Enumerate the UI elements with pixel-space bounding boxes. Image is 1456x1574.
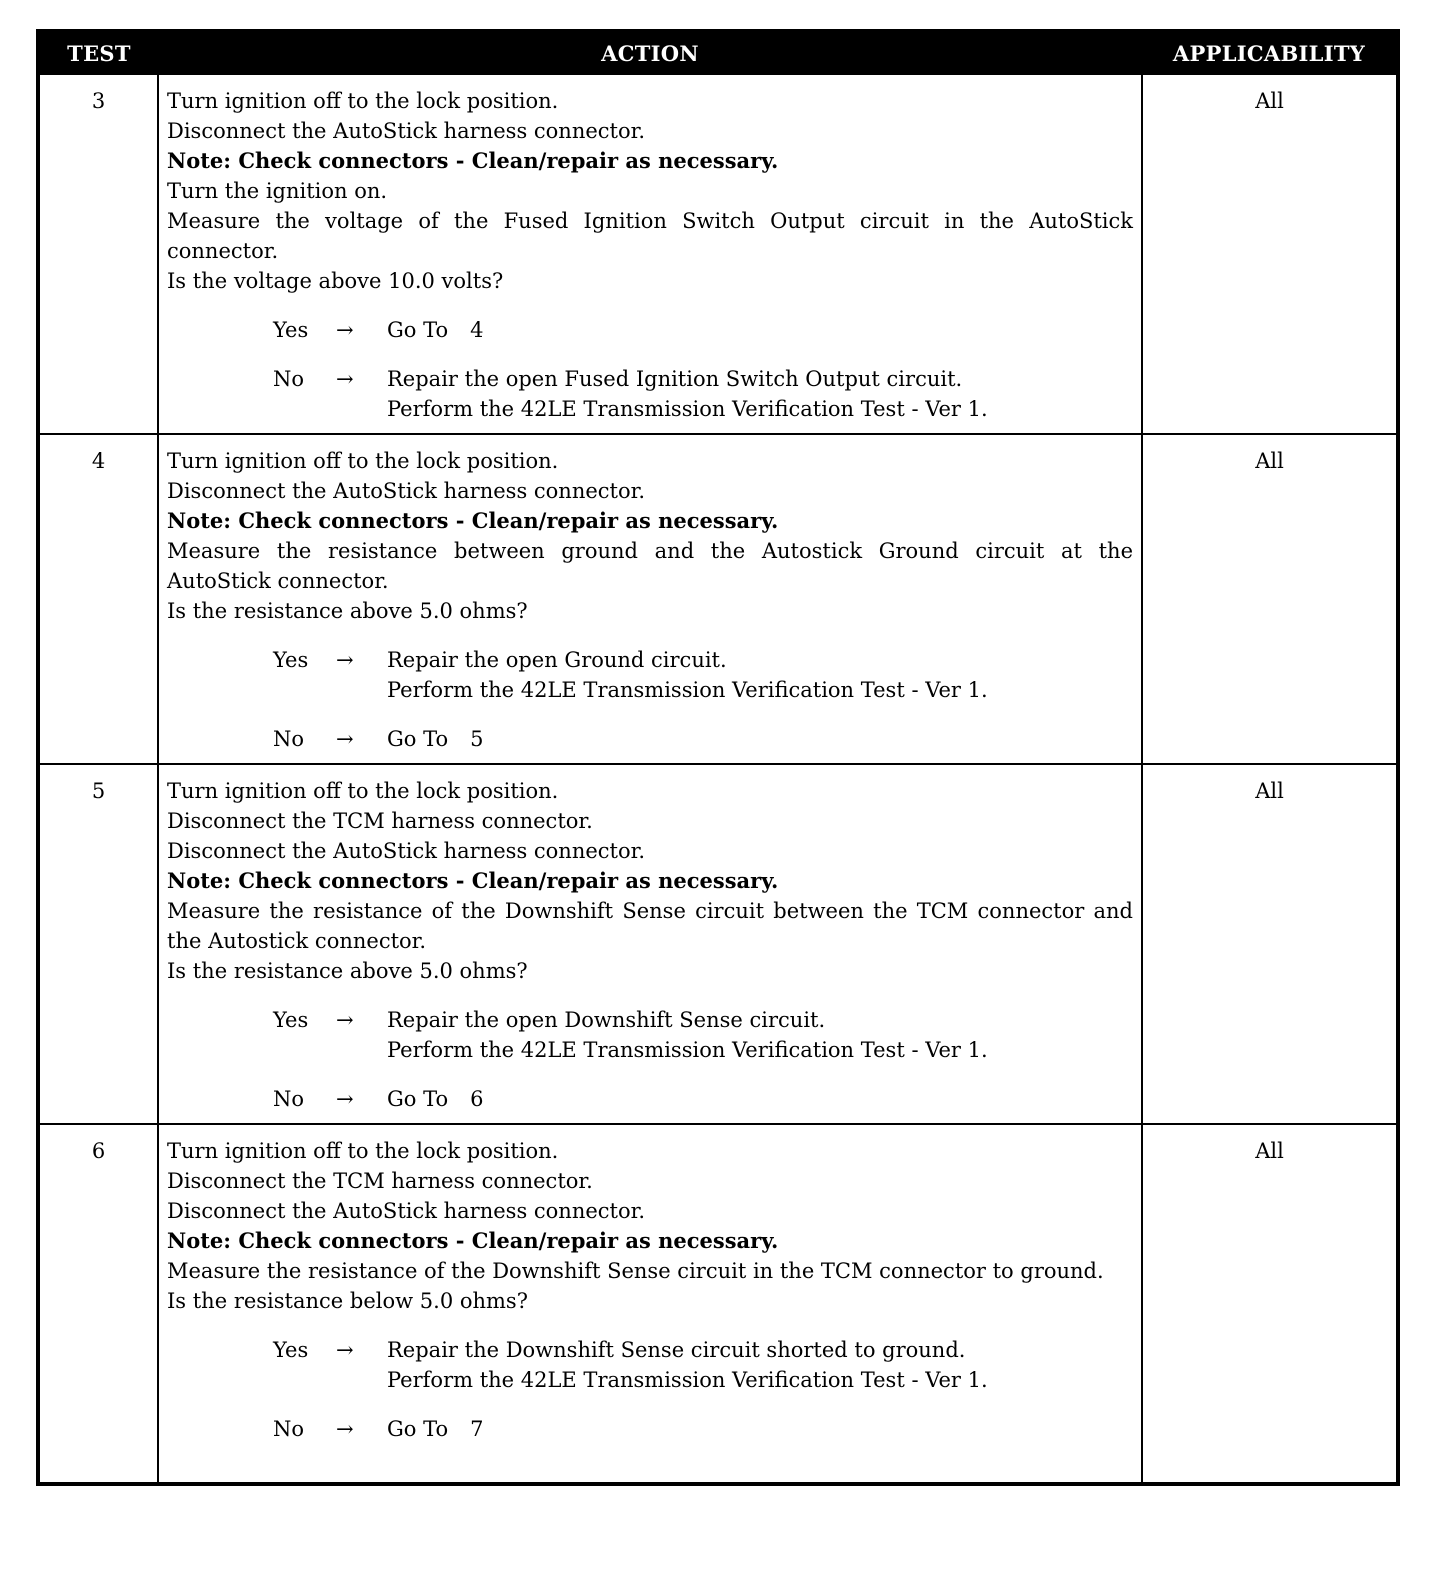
header-test: TEST — [38, 31, 158, 74]
goto-label: Go To — [387, 1417, 449, 1441]
step-text: Turn ignition off to the lock position. — [167, 449, 559, 473]
goto-number: 4 — [470, 318, 484, 342]
verification-text: Perform the 42LE Transmission Verification Test - Ver 1. — [387, 397, 988, 421]
goto-link[interactable] — [387, 1414, 1133, 1444]
no-label: No — [273, 1417, 305, 1441]
no-outcome — [273, 1414, 1133, 1444]
note-text: Note: Check connectors - Clean/repair as necessary. — [167, 148, 779, 173]
diagnostic-test-table — [36, 29, 1400, 1486]
yes-outcome — [273, 1005, 1133, 1065]
no-outcome — [273, 724, 1133, 754]
goto-link[interactable] — [387, 1084, 1133, 1114]
step-text: Turn ignition off to the lock position. — [167, 89, 559, 113]
right-arrow-icon: → — [336, 1338, 354, 1362]
table-row — [38, 1124, 1398, 1484]
action-cell — [158, 1124, 1142, 1484]
header-row — [38, 31, 1398, 74]
action-cell — [158, 764, 1142, 1124]
question-text: Is the resistance below 5.0 ohms? — [167, 1289, 528, 1313]
right-arrow-icon: → — [336, 648, 354, 672]
step-text: Disconnect the TCM harness connector. — [167, 1169, 593, 1193]
goto-label: Go To — [387, 727, 449, 751]
right-arrow-icon: → — [336, 1008, 354, 1032]
measure-text: Measure the resistance of the Downshift Sense circuit in the TCM connector to ground. — [167, 1259, 1104, 1283]
question-text: Is the resistance above 5.0 ohms? — [167, 959, 528, 983]
step-text: Disconnect the AutoStick harness connector. — [167, 1199, 646, 1223]
measure-text: Measure the voltage of the Fused Ignition Switch Output circuit in the AutoStick connector. — [167, 209, 1133, 263]
yes-label: Yes — [273, 1338, 309, 1362]
test-number: 4 — [38, 434, 158, 764]
test-number: 3 — [38, 74, 158, 434]
no-label: No — [273, 1087, 305, 1111]
no-label: No — [273, 727, 305, 751]
question-text: Is the resistance above 5.0 ohms? — [167, 599, 528, 623]
right-arrow-icon: → — [336, 1417, 354, 1441]
step-text: Turn the ignition on. — [167, 179, 388, 203]
applicability-value: All — [1142, 74, 1398, 434]
applicability-value: All — [1142, 764, 1398, 1124]
question-text: Is the voltage above 10.0 volts? — [167, 269, 504, 293]
measure-text: Measure the resistance between ground and the Autostick Ground circuit at the AutoStick connector. — [167, 539, 1133, 593]
no-outcome — [273, 364, 1133, 424]
step-text: Turn ignition off to the lock position. — [167, 1139, 559, 1163]
step-text: Turn ignition off to the lock position. — [167, 779, 559, 803]
step-text: Disconnect the AutoStick harness connector. — [167, 119, 646, 143]
goto-number: 5 — [470, 727, 484, 751]
applicability-value: All — [1142, 434, 1398, 764]
repair-text: Repair the Downshift Sense circuit shorted to ground. — [387, 1338, 966, 1362]
step-text: Disconnect the AutoStick harness connector. — [167, 479, 646, 503]
repair-text: Repair the open Downshift Sense circuit. — [387, 1008, 826, 1032]
step-text: Disconnect the TCM harness connector. — [167, 809, 593, 833]
yes-label: Yes — [273, 1008, 309, 1032]
right-arrow-icon: → — [336, 318, 354, 342]
applicability-value: All — [1142, 1124, 1398, 1484]
repair-text: Repair the open Fused Ignition Switch Output circuit. — [387, 367, 963, 391]
goto-label: Go To — [387, 1087, 449, 1111]
step-text: Disconnect the AutoStick harness connector. — [167, 839, 646, 863]
no-outcome — [273, 1084, 1133, 1114]
goto-link[interactable] — [387, 724, 1133, 754]
yes-label: Yes — [273, 648, 309, 672]
yes-outcome — [273, 645, 1133, 705]
action-cell — [158, 434, 1142, 764]
test-number: 6 — [38, 1124, 158, 1484]
yes-outcome — [273, 315, 1133, 345]
yes-label: Yes — [273, 318, 309, 342]
note-text: Note: Check connectors - Clean/repair as necessary. — [167, 1228, 779, 1253]
goto-number: 6 — [470, 1087, 484, 1111]
right-arrow-icon: → — [336, 1087, 354, 1111]
verification-text: Perform the 42LE Transmission Verification Test - Ver 1. — [387, 1368, 988, 1392]
test-number: 5 — [38, 764, 158, 1124]
repair-text: Repair the open Ground circuit. — [387, 648, 727, 672]
header-action: ACTION — [158, 31, 1142, 74]
table-row — [38, 74, 1398, 434]
goto-number: 7 — [470, 1417, 484, 1441]
right-arrow-icon: → — [336, 367, 354, 391]
goto-link[interactable] — [387, 315, 1133, 345]
verification-text: Perform the 42LE Transmission Verification Test - Ver 1. — [387, 678, 988, 702]
note-text: Note: Check connectors - Clean/repair as necessary. — [167, 508, 779, 533]
header-applicability: APPLICABILITY — [1142, 31, 1398, 74]
no-label: No — [273, 367, 305, 391]
verification-text: Perform the 42LE Transmission Verification Test - Ver 1. — [387, 1038, 988, 1062]
yes-outcome — [273, 1335, 1133, 1395]
note-text: Note: Check connectors - Clean/repair as necessary. — [167, 868, 779, 893]
goto-label: Go To — [387, 318, 449, 342]
table-row — [38, 764, 1398, 1124]
table-row — [38, 434, 1398, 764]
right-arrow-icon: → — [336, 727, 354, 751]
measure-text: Measure the resistance of the Downshift Sense circuit between the TCM connector and the Autostick connector. — [167, 899, 1133, 953]
action-cell — [158, 74, 1142, 434]
